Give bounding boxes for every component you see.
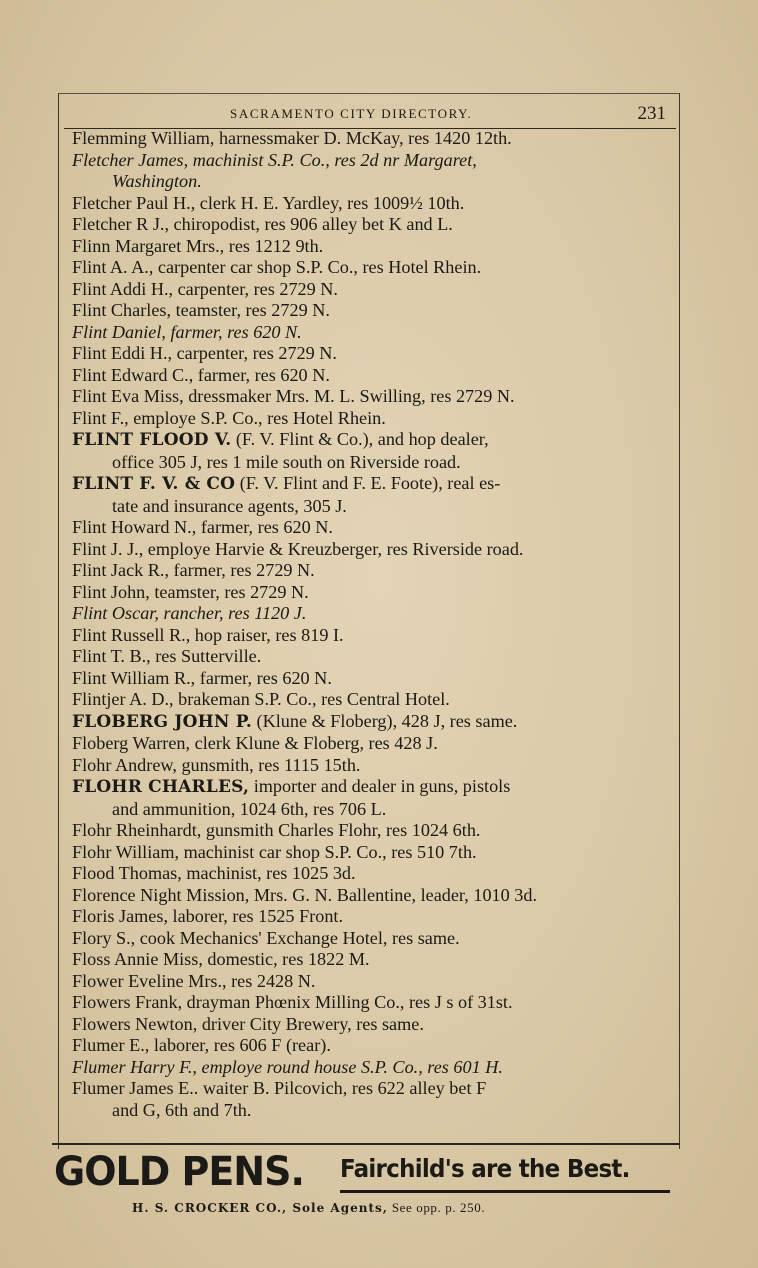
directory-entry [72, 885, 672, 907]
footer-agent: H. S. CROCKER CO., Sole Agents, [132, 1201, 388, 1215]
directory-entry [72, 1078, 672, 1121]
entry-text: (F. V. Flint & Co.), and hop dealer, [231, 429, 489, 449]
directory-entry [72, 150, 672, 193]
entry-bold-name: FLOBERG JOHN P. [72, 711, 252, 732]
directory-entry [72, 949, 672, 971]
directory-entries [72, 128, 672, 1121]
directory-entry [72, 214, 672, 236]
entry-text: Flemming William, harnessmaker D. McKay, res 1420 12th. [72, 128, 512, 148]
directory-entry [72, 300, 672, 322]
directory-entry [72, 733, 672, 755]
page-header [60, 103, 670, 125]
entry-text: Flint Eva Miss, dressmaker Mrs. M. L. Swilling, res 2729 N. [72, 386, 515, 406]
entry-text: Flint William R., farmer, res 620 N. [72, 667, 332, 688]
entry-text: Flint A. A., carpenter car shop S.P. Co., res Hotel Rhein. [72, 257, 482, 277]
entry-text: Florence Night Mission, Mrs. G. N. Ballentine, leader, 1010 3d. [72, 884, 538, 905]
directory-entry [72, 128, 672, 150]
directory-entry [72, 1057, 672, 1079]
directory-entry [72, 668, 672, 690]
directory-entry [72, 863, 672, 885]
entry-text: Flint Russell R., hop raiser, res 819 I. [72, 624, 344, 645]
directory-entry [72, 625, 672, 647]
entry-text: Flinn Margaret Mrs., res 1212 9th. [72, 235, 324, 256]
entry-text: Flint F., employe S.P. Co., res Hotel Rhein. [72, 407, 386, 428]
directory-entry [72, 279, 672, 301]
entry-text: Flint Edward C., farmer, res 620 N. [72, 364, 330, 385]
directory-entry [72, 236, 672, 258]
page-number: 231 [637, 103, 666, 124]
entry-text: Floss Annie Miss, domestic, res 1822 M. [72, 949, 370, 969]
directory-entry [72, 689, 672, 711]
entry-text: Flory S., cook Mechanics' Exchange Hotel, res same. [72, 927, 460, 948]
entry-text: Flint T. B., res Sutterville. [72, 646, 262, 666]
entry-text: Flood Thomas, machinist, res 1025 3d. [72, 863, 356, 883]
directory-entry [72, 755, 672, 777]
footer-reference: See opp. p. 250. [391, 1200, 486, 1215]
entry-text: Flint Charles, teamster, res 2729 N. [72, 300, 330, 320]
entry-text: Floris James, laborer, res 1525 Front. [72, 906, 344, 926]
entry-text: Flint Oscar, rancher, res 1120 J. [72, 603, 307, 623]
directory-entry [72, 560, 672, 582]
directory-title: SACRAMENTO CITY DIRECTORY. [230, 106, 473, 121]
entry-continuation: tate and insurance agents, 305 J. [112, 495, 347, 516]
directory-entry [72, 711, 672, 734]
entry-text: Fletcher R J., chiropodist, res 906 alley bet K and L. [72, 214, 453, 234]
directory-entry [72, 408, 672, 430]
bottom-rule [52, 1143, 680, 1145]
entry-text: Flowers Frank, drayman Phœnix Milling Co., res J s of 31st. [72, 992, 513, 1012]
entry-continuation: Washington. [112, 171, 202, 191]
entry-text: Flint John, teamster, res 2729 N. [72, 581, 309, 602]
ad-gold-pens: GOLD PENS. [54, 1148, 304, 1195]
entry-continuation: and ammunition, 1024 6th, res 706 L. [112, 798, 387, 819]
directory-entry [72, 820, 672, 842]
entry-text: Flint Eddi H., carpenter, res 2729 N. [72, 343, 337, 363]
directory-entry [72, 343, 672, 365]
directory-entry [72, 842, 672, 864]
entry-text: Flint Howard N., farmer, res 620 N. [72, 517, 333, 537]
footer-line [132, 1200, 602, 1216]
entry-text: Flint Daniel, farmer, res 620 N. [72, 321, 302, 342]
entry-text: Flohr Andrew, gunsmith, res 1115 15th. [72, 754, 361, 775]
directory-entry [72, 386, 672, 408]
entry-text: Flint Addi H., carpenter, res 2729 N. [72, 278, 338, 299]
entry-text: Floberg Warren, clerk Klune & Floberg, res 428 J. [72, 733, 438, 753]
directory-entry [72, 603, 672, 625]
entry-text: Fletcher James, machinist S.P. Co., res 2d nr Margaret, [72, 149, 477, 170]
directory-entry [72, 193, 672, 215]
entry-text: Fletcher Paul H., clerk H. E. Yardley, res 1009½ 10th. [72, 192, 465, 213]
directory-entry [72, 582, 672, 604]
entry-continuation: and G, 6th and 7th. [112, 1099, 252, 1120]
entry-text: Flumer E., laborer, res 606 F (rear). [72, 1035, 331, 1055]
entry-text: Flohr Rheinhardt, gunsmith Charles Flohr, res 1024 6th. [72, 820, 481, 840]
entry-text: Flohr William, machinist car shop S.P. Co., res 510 7th. [72, 841, 477, 862]
entry-text: Flowers Newton, driver City Brewery, res same. [72, 1013, 424, 1034]
directory-entry [72, 971, 672, 993]
entry-bold-name: FLOHR CHARLES, [72, 777, 250, 797]
directory-entry [72, 322, 672, 344]
entry-text: Flint J. J., employe Harvie & Kreuzberger, res Riverside road. [72, 538, 524, 559]
entry-continuation: office 305 J, res 1 mile south on Riverside road. [112, 451, 461, 472]
entry-text: importer and dealer in guns, pistols [249, 776, 511, 796]
directory-entry [72, 992, 672, 1014]
directory-entry [72, 539, 672, 561]
entry-text: Flumer James E.. waiter B. Pilcovich, res 622 alley bet F [72, 1078, 487, 1098]
directory-entry [72, 646, 672, 668]
entry-text: Flumer Harry F., employe round house S.P. Co., res 601 H. [72, 1056, 503, 1077]
directory-entry [72, 1035, 672, 1057]
directory-entry [72, 776, 672, 820]
ad-fairchild: Fairchild's are the Best. [340, 1154, 630, 1183]
directory-entry [72, 928, 672, 950]
directory-entry [72, 257, 672, 279]
entry-bold-name: FLINT F. V. & CO [72, 474, 236, 494]
entry-text: (F. V. Flint and F. E. Foote), real es- [235, 473, 501, 493]
directory-entry [72, 906, 672, 928]
entry-text: Flintjer A. D., brakeman S.P. Co., res Central Hotel. [72, 689, 450, 709]
directory-entry [72, 429, 672, 473]
directory-entry [72, 473, 672, 517]
entry-bold-name: FLINT FLOOD V. [72, 430, 232, 450]
directory-entry [72, 1014, 672, 1036]
entry-text: (Klune & Floberg), 428 J, res same. [251, 710, 518, 731]
entry-text: Flower Eveline Mrs., res 2428 N. [72, 970, 316, 991]
directory-entry [72, 517, 672, 539]
entry-text: Flint Jack R., farmer, res 2729 N. [72, 560, 315, 580]
directory-entry [72, 365, 672, 387]
ad-underline [340, 1190, 670, 1193]
